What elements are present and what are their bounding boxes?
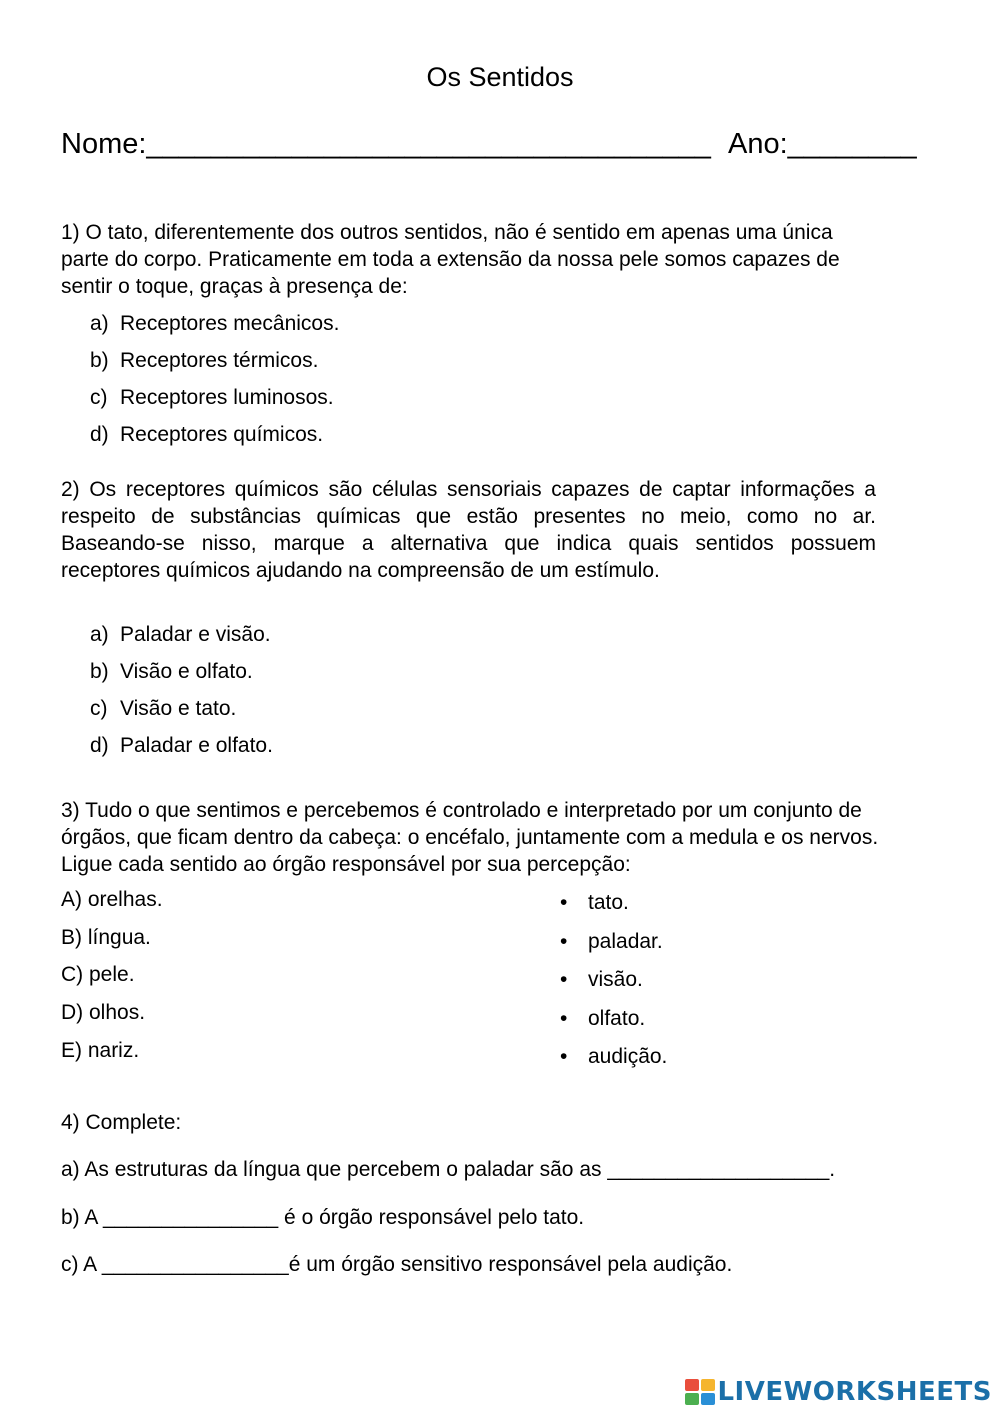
q1-option-a[interactable]: a) Receptores mecânicos. <box>90 312 340 335</box>
bullet-icon: • <box>560 1045 568 1068</box>
fill-in-blank-a[interactable]: a) As estruturas da língua que percebem o paladar são as ___________________. <box>61 1158 836 1181</box>
liveworksheets-icon <box>685 1379 715 1405</box>
question-4-heading: 4) Complete: <box>61 1111 182 1134</box>
organ-item[interactable]: E) nariz. <box>61 1039 140 1062</box>
sense-item[interactable]: • visão. <box>560 968 643 991</box>
q2-option-d[interactable]: d) Paladar e olfato. <box>90 734 273 757</box>
q1-option-b[interactable]: b) Receptores térmicos. <box>90 349 319 372</box>
q2-option-c[interactable]: c) Visão e tato. <box>90 697 237 720</box>
fill-in-blank-c[interactable]: c) A ________________é um órgão sensitivo responsável pela audição. <box>61 1253 733 1276</box>
question-3-text: 3) Tudo o que sentimos e percebemos é controlado e interpretado por um conjunto de órgãos, que ficam dentro da cabeça: o encéfalo, juntamente com a medula e os nervos. Ligue cada sentido ao órgão responsável por sua percepção: <box>61 799 879 876</box>
sense-item[interactable]: • tato. <box>560 891 629 914</box>
organ-item[interactable]: D) olhos. <box>61 1001 146 1024</box>
bullet-icon: • <box>560 930 568 953</box>
fill-in-blank-b[interactable]: b) A _______________ é o órgão responsável pelo tato. <box>61 1206 585 1229</box>
page-title: Os Sentidos <box>426 62 574 92</box>
organ-item[interactable]: B) língua. <box>61 926 151 949</box>
name-field[interactable]: Nome:___________________________________ <box>61 128 711 160</box>
year-field[interactable]: Ano:________ <box>728 128 917 160</box>
sense-item[interactable]: • paladar. <box>560 930 663 953</box>
brand-text: LIVEWORKSHEETS <box>717 1377 992 1407</box>
organ-item[interactable]: C) pele. <box>61 963 135 986</box>
q1-option-c[interactable]: c) Receptores luminosos. <box>90 386 334 409</box>
question-1-text: 1) O tato, diferentemente dos outros sentidos, não é sentido em apenas uma única parte do corpo. Praticamente em toda a extensão da nossa pele somos capazes de sentir o toque, graças à presença de: <box>61 221 840 298</box>
bullet-icon: • <box>560 891 568 914</box>
liveworksheets-logo <box>685 1377 992 1407</box>
sense-item[interactable]: • olfato. <box>560 1007 646 1030</box>
q2-option-a[interactable]: a) Paladar e visão. <box>90 623 271 646</box>
q2-option-b[interactable]: b) Visão e olfato. <box>90 660 253 683</box>
organ-item[interactable]: A) orelhas. <box>61 888 163 911</box>
bullet-icon: • <box>560 968 568 991</box>
bullet-icon: • <box>560 1007 568 1030</box>
question-2-text: 2) Os receptores químicos são células sensoriais capazes de captar informações a respeito de substâncias químicas que estão presentes no meio, como no ar. Baseando-se nisso, marque a alternativa que indica quais sentidos possuem receptores químicos ajudando na compreensão de um estímulo. <box>61 478 876 582</box>
sense-item[interactable]: • audição. <box>560 1045 668 1068</box>
q1-option-d[interactable]: d) Receptores químicos. <box>90 423 324 446</box>
